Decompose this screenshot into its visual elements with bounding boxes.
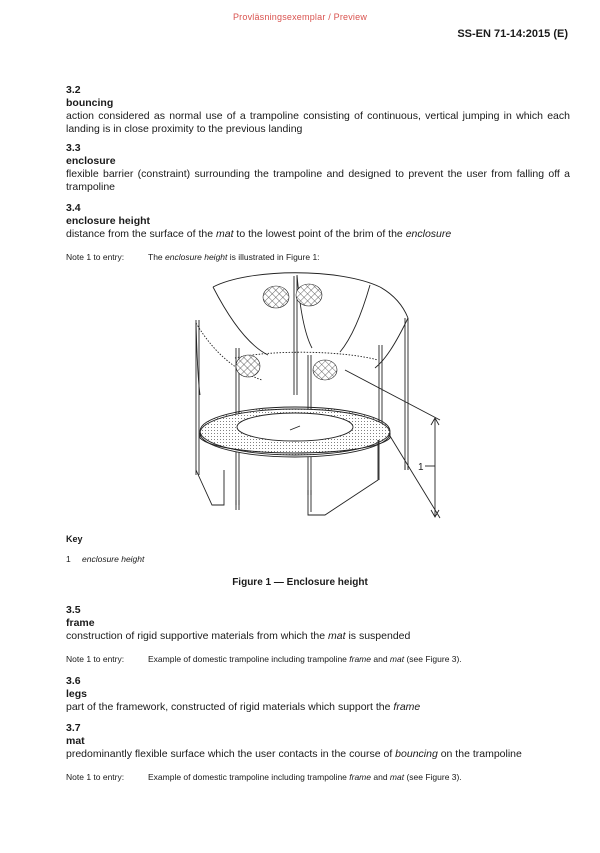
term-name: frame [66,617,95,629]
term-definition: construction of rigid supportive materials from which the mat is suspended [66,630,411,642]
document-id: SS-EN 71-14:2015 (E) [457,28,568,40]
key-item-number: 1 [66,554,71,564]
term-name: legs [66,688,88,700]
note-text: The enclosure height is illustrated in Figure 1: [148,252,320,262]
figure-key [66,534,570,564]
term-number: 3.2 [66,84,81,96]
term-number: 3.5 [66,604,81,616]
term-definition: part of the framework, constructed of rigid materials which support the frame [66,701,421,713]
term-definition: predominantly flexible surface which the user contacts in the course of bouncing on the trampoline [66,748,522,760]
note-label: Note 1 to entry: [66,772,125,782]
term-name: enclosure [66,155,116,167]
note-label: Note 1 to entry: [66,252,125,262]
term-number: 3.4 [66,202,81,214]
figure-caption: Figure 1 — Enclosure height [232,577,368,588]
key-item-label: enclosure height [82,554,145,564]
term-3-6 [66,675,570,714]
note-text: Example of domestic trampoline including trampoline frame and mat (see Figure 3). [148,772,462,782]
key-title: Key [66,534,83,544]
key-item [66,554,570,564]
term-number: 3.7 [66,722,81,734]
term-3-7 [66,722,570,783]
term-number: 3.6 [66,675,81,687]
note [66,653,570,665]
note-label: Note 1 to entry: [66,654,125,664]
term-name: enclosure height [66,215,151,227]
term-3-5 [66,604,570,665]
term-definition: flexible barrier (constraint) surrounding the trampoline and designed to prevent the user from falling off a trampoline [66,168,570,193]
term-definition: action considered as normal use of a trampoline consisting of continuous, vertical jumping in which each landing is in close proximity to the previous landing [66,110,570,135]
preview-watermark: Provläsningsexemplar / Preview [232,12,368,22]
term-name: bouncing [66,97,114,109]
term-name: mat [66,735,85,747]
term-definition: distance from the surface of the mat to the lowest point of the brim of the enclosure [66,228,452,240]
note-text: Example of domestic trampoline including trampoline frame and mat (see Figure 3). [148,654,462,664]
note [66,771,570,783]
figure-callout-1: 1 [418,462,424,473]
term-number: 3.3 [66,142,81,154]
